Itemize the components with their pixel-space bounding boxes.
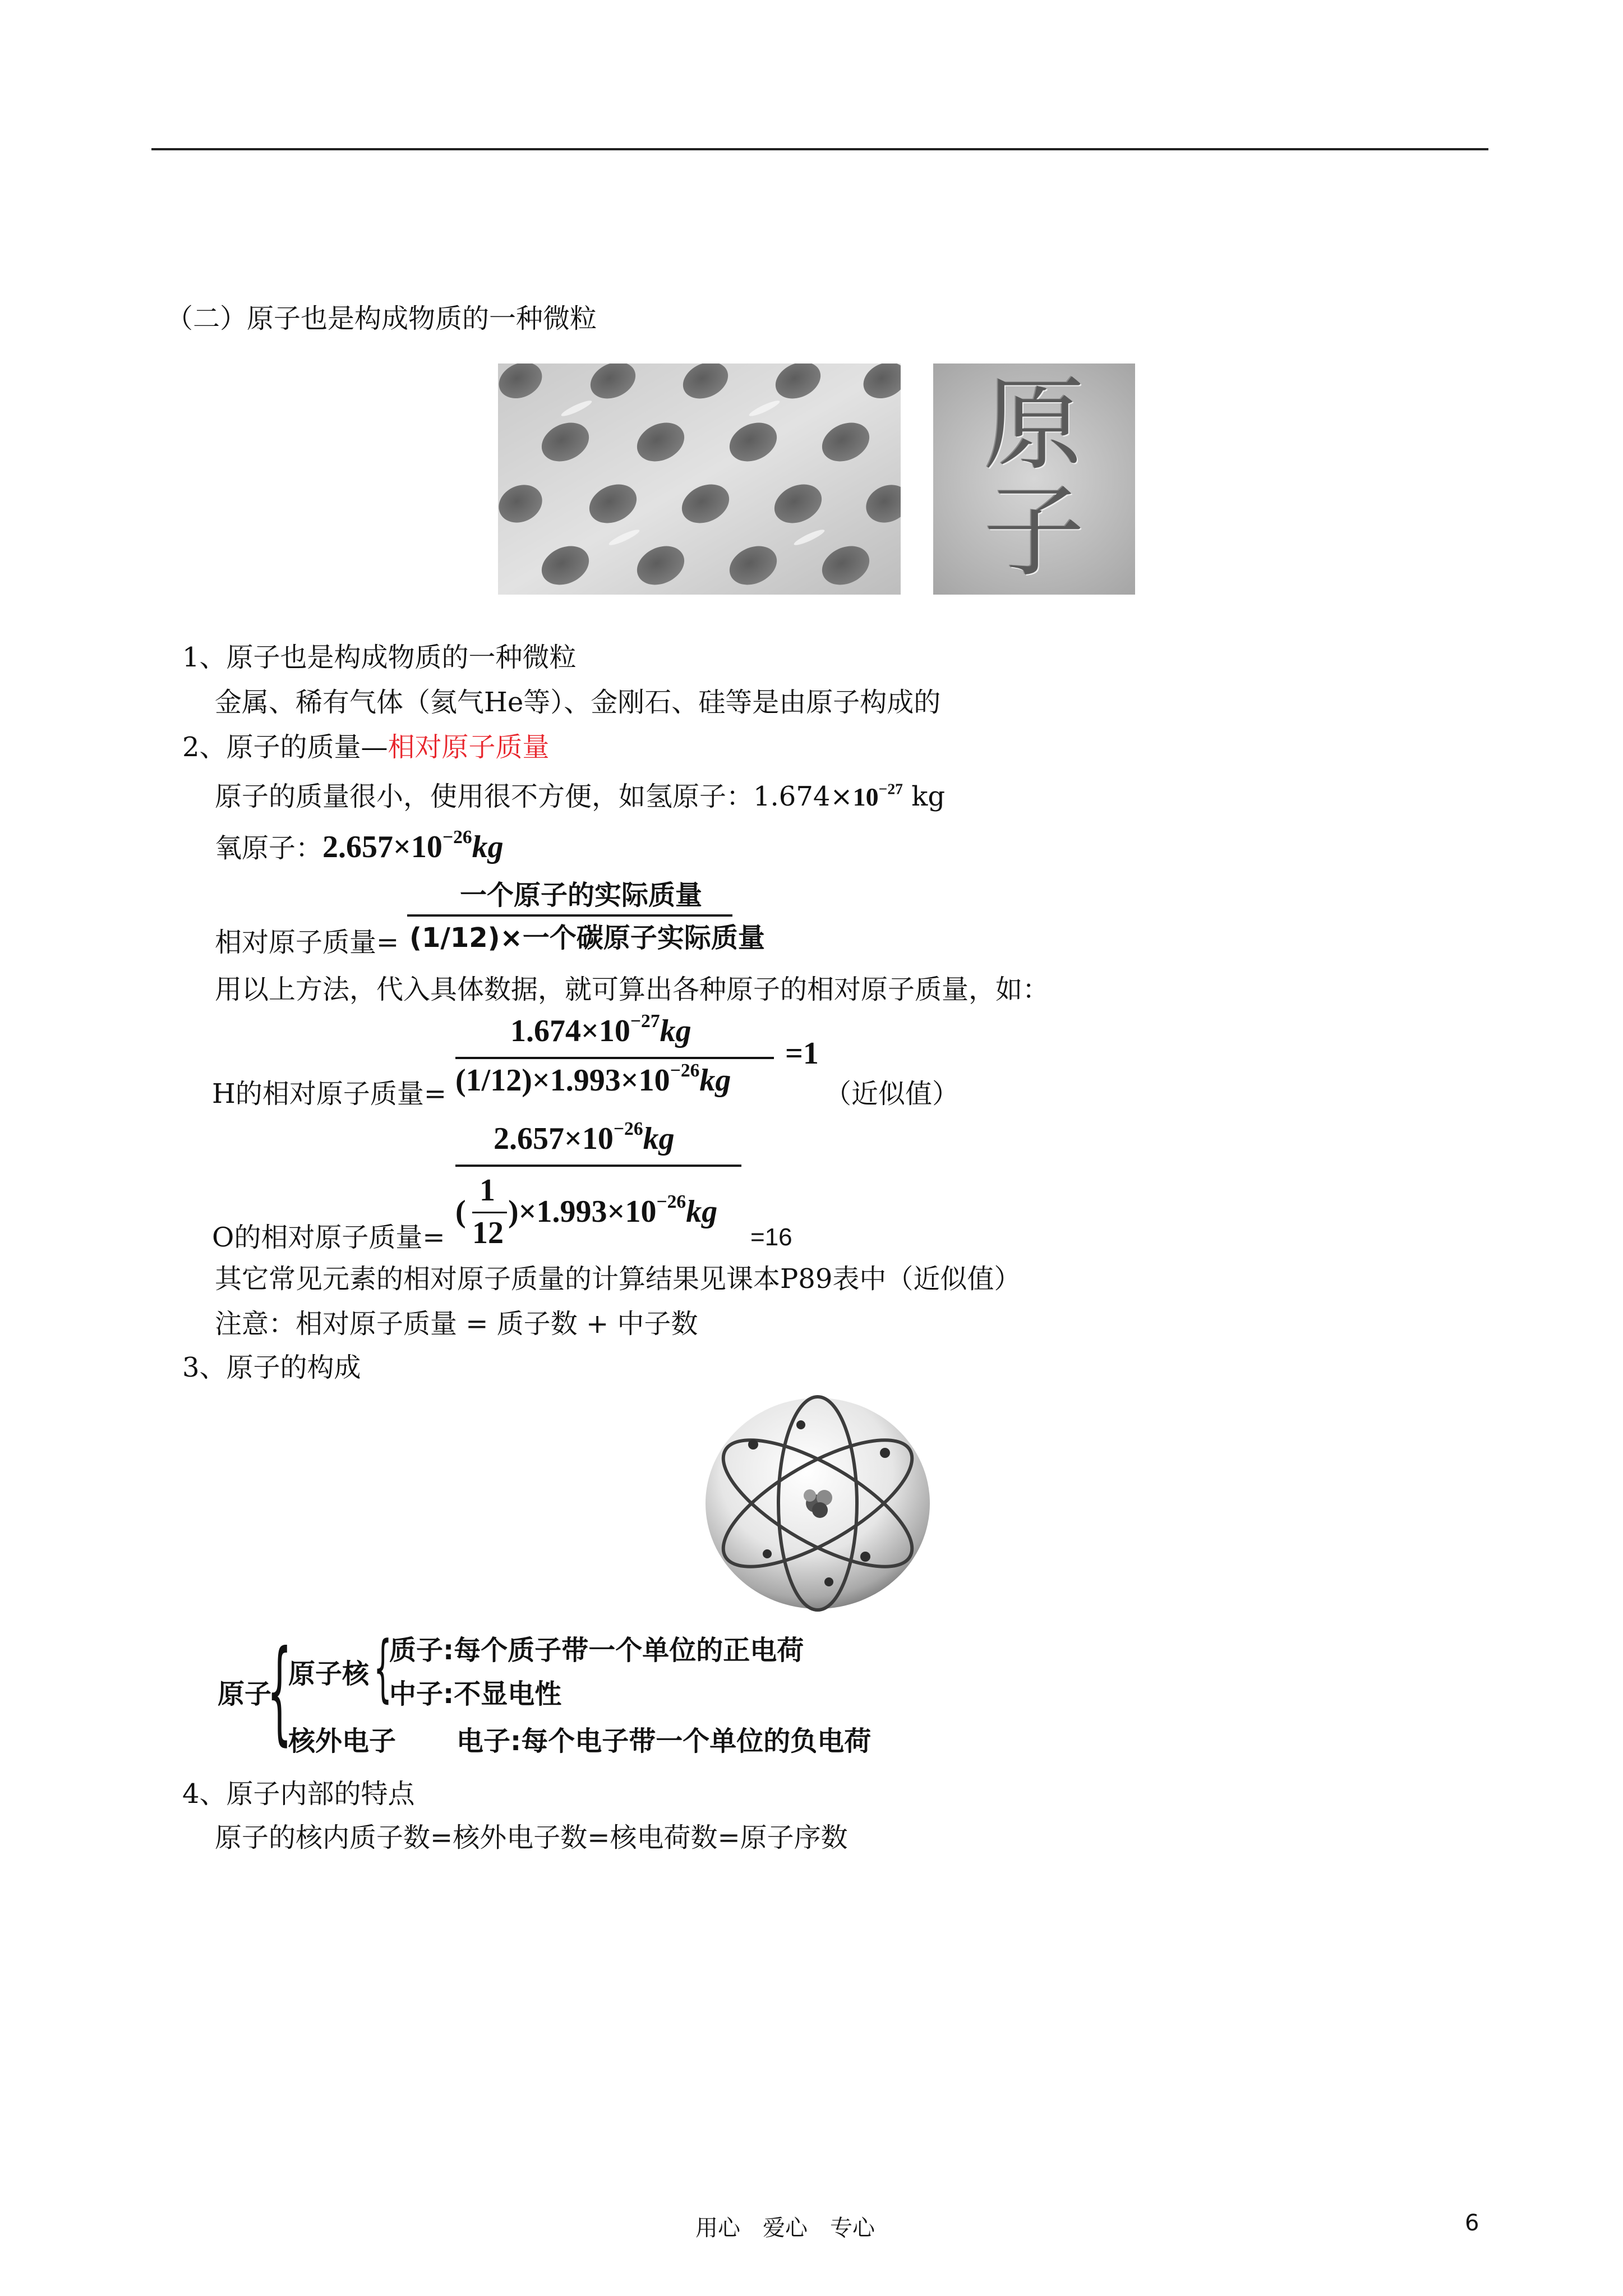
h-note: （近似值） [824,1078,960,1110]
hydrogen-mass-text: 原子的质量很小，使用很不方便，如氢原子：1.674× [215,781,853,812]
item1-body: 金属、稀有气体（氦气He等）、金刚石、硅等是由原子构成的 [215,687,941,718]
structure-electron: 电子:每个电子带一个单位的负电荷 [457,1726,872,1757]
h-numerator [510,1010,691,1048]
o-result: =16 [750,1223,792,1251]
item2-title [182,730,550,764]
structure-nucleus: 原子核 [288,1658,370,1690]
o-den-frac-num: 1 [479,1173,495,1208]
item4-title: 4、原子内部的特点 [182,1778,415,1810]
atom-characters-image [933,364,1135,595]
o-fraction-line [455,1165,741,1167]
section-heading: （二）原子也是构成物质的一种微粒 [166,303,597,334]
item1-title: 1、原子也是构成物质的一种微粒 [182,642,577,673]
h-den-unit: kg [699,1063,731,1098]
h-den-exp: −26 [670,1060,700,1081]
hydrogen-mass-line [215,780,945,814]
structure-root: 原子 [218,1678,272,1710]
o-numerator [494,1118,675,1156]
other-elements-line: 其它常见元素的相对原子质量的计算结果见课本P89表中（近似值） [215,1263,1021,1295]
h-num-unit: kg [660,1014,691,1048]
formula-fraction-line [407,914,732,917]
formula-label: 相对原子质量= [215,927,399,958]
h-den-mantissa: (1/12)×1.993×10 [455,1063,670,1098]
formula-denominator: (1/12)×一个碳原子实际质量 [409,922,765,954]
h-num-exp: −27 [630,1010,660,1032]
hydrogen-mass-power [852,780,903,811]
atom-model-image [700,1391,935,1616]
atom-characters-glyph: 原子 [983,367,1085,591]
o-den-exp: −26 [656,1191,686,1212]
o-den-rest [508,1191,718,1229]
note-line: 注意：相对原子质量 = 质子数 + 中子数 [215,1308,698,1340]
h-num-mantissa: 1.674×10 [510,1014,630,1048]
o-den-mantissa: )×1.993×10 [508,1194,657,1229]
o-label: O的相对原子质量= [212,1222,445,1253]
item3-title: 3、原子的构成 [182,1352,361,1383]
o-den-unit: kg [686,1194,718,1229]
structure-nucleus-brace: { [374,1625,393,1710]
item2-title-prefix: 2、原子的质量— [182,731,388,763]
h-fraction-line [455,1057,774,1059]
oxygen-label: 氧原子： [215,832,323,864]
o-num-unit: kg [643,1121,675,1156]
method-line: 用以上方法，代入具体数据，就可算出各种原子的相对原子质量，如： [215,974,1050,1005]
structure-root-brace: { [267,1626,292,1757]
hydrogen-mass-unit: kg [911,781,946,812]
formula-numerator: 一个原子的实际质量 [460,880,703,911]
o-num-exp: −26 [613,1118,643,1139]
structure-outer-electrons: 核外电子 [288,1726,396,1757]
hydrogen-mass-exp: −27 [878,780,903,798]
atom-lattice-image [498,364,901,595]
item2-title-highlight: 相对原子质量 [388,731,550,763]
h-label: H的相对原子质量= [212,1078,447,1110]
oxygen-value-mantissa: 2.657×10 [322,830,442,864]
oxygen-value-unit: kg [472,830,504,864]
hydrogen-mass-base: 10 [852,783,879,811]
o-den-frac-line [472,1212,507,1213]
oxygen-value-exp: −26 [442,826,472,848]
h-denominator [455,1060,731,1098]
o-num-mantissa: 2.657×10 [494,1121,614,1156]
o-den-open: ( [455,1194,466,1229]
h-result: =1 [785,1036,819,1071]
header-rule [151,148,1488,150]
item4-body: 原子的核内质子数=核外电子数=核电荷数=原子序数 [215,1822,848,1853]
oxygen-mass-line [215,826,504,865]
structure-neutron: 中子:不显电性 [389,1678,562,1710]
structure-proton: 质子:每个质子带一个单位的正电荷 [389,1635,804,1666]
page-number: 6 [1465,2210,1479,2236]
oxygen-value [322,826,504,864]
o-den-frac-den: 12 [472,1216,504,1250]
footer-motto: 用心 爱心 专心 [695,2215,875,2241]
